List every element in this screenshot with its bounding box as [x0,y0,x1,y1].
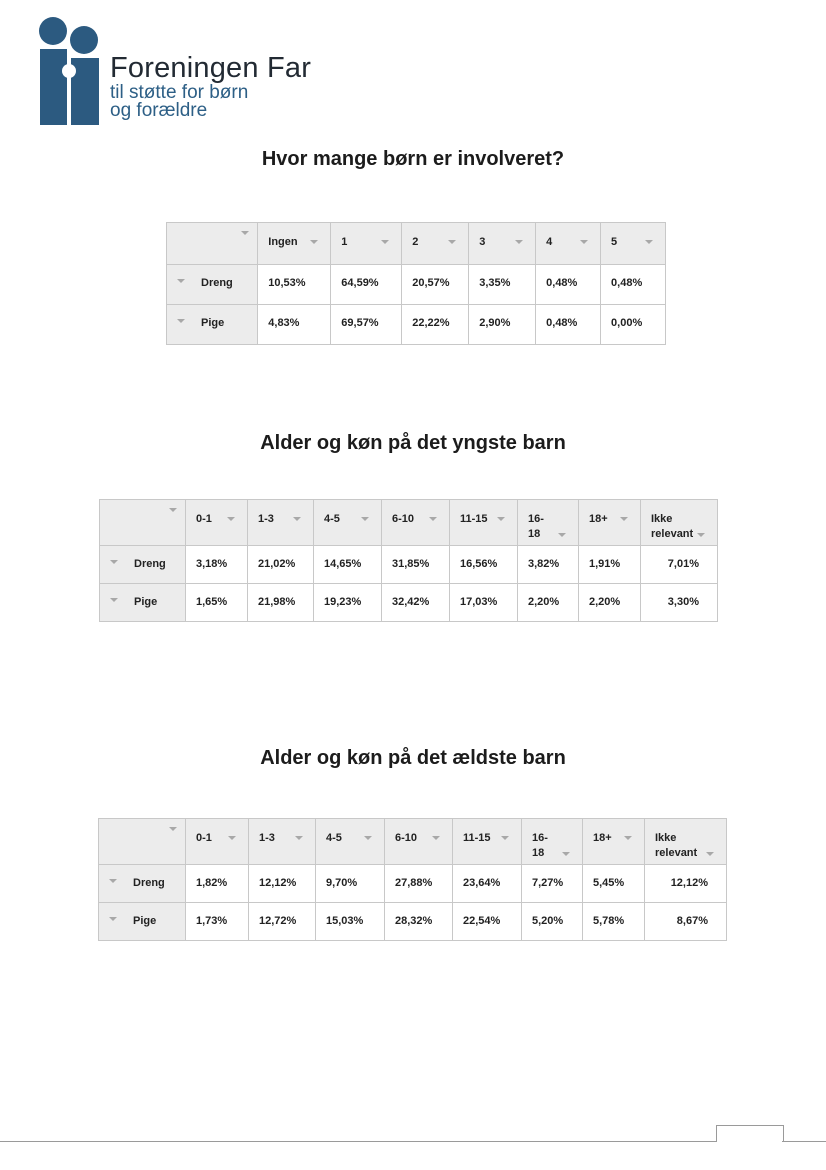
sort-arrow-icon[interactable] [448,240,456,244]
logo-name: Foreningen Far [110,52,312,84]
column-header-label: Ikke relevant [655,832,698,859]
logo-tagline: og forældre [110,100,208,121]
logo-figures-icon [38,16,108,126]
column-header[interactable] [258,223,331,265]
sort-arrow-icon[interactable] [227,517,235,521]
column-header[interactable] [536,223,601,265]
column-header-label: 2 [412,236,419,248]
table-cell: 5,20% [522,903,583,941]
row-label: Pige [134,596,158,608]
sort-arrow-icon[interactable] [364,836,372,840]
column-header[interactable] [316,819,385,865]
table-cell: 3,35% [469,265,536,305]
table-cell: 3,18% [186,546,248,584]
table-cell: 1,82% [186,865,249,903]
row-label: Dreng [134,558,166,570]
sort-arrow-icon[interactable] [228,836,236,840]
column-header-label: 4-5 [326,832,342,844]
column-header-label: 0-1 [196,513,212,525]
section-title: Alder og køn på det yngste barn [260,432,566,454]
column-header-label: 1-3 [258,513,274,525]
column-header[interactable] [450,500,518,546]
table-cell: 23,64% [453,865,522,903]
table-cell: 15,03% [316,903,385,941]
sort-arrow-icon[interactable] [432,836,440,840]
row-label: Dreng [201,277,233,289]
table-header-row [99,819,727,865]
column-header[interactable] [522,819,583,865]
column-header[interactable] [385,819,453,865]
column-header-label: 1 [341,236,348,248]
sort-arrow-icon[interactable] [241,231,249,235]
sort-arrow-icon[interactable] [295,836,303,840]
sort-arrow-icon[interactable] [620,517,628,521]
section-title: Alder og køn på det ældste barn [260,747,566,769]
table-cell: 2,20% [579,584,641,622]
sort-arrow-icon[interactable] [562,852,570,856]
row-header[interactable] [100,546,186,584]
row-label: Pige [133,915,157,927]
sort-arrow-icon[interactable] [558,533,566,537]
table-cell: 27,88% [385,865,453,903]
sort-arrow-icon[interactable] [706,852,714,856]
page-number-box [716,1125,784,1142]
table-cell: 1,73% [186,903,249,941]
column-header-label: 18+ [589,513,608,525]
table-cell: 3,82% [518,546,579,584]
row-label: Dreng [133,877,165,889]
table-cell: 16,56% [450,546,518,584]
sort-arrow-icon[interactable] [169,827,177,831]
table-cell: 21,02% [248,546,314,584]
column-header[interactable] [331,223,402,265]
row-label: Pige [201,317,225,329]
column-header[interactable] [601,223,666,265]
column-header[interactable] [579,500,641,546]
expand-arrow-icon[interactable] [110,560,118,564]
table-cell: 14,65% [314,546,382,584]
table-cell: 21,98% [248,584,314,622]
table-row [99,865,727,903]
table-row [99,903,727,941]
section-title: Hvor mange børn er involveret? [261,148,565,170]
table-cell: 2,90% [469,305,536,345]
table-corner-cell [99,819,186,865]
table-cell: 64,59% [331,265,402,305]
column-header[interactable] [382,500,450,546]
column-header-label: 18+ [593,832,612,844]
sort-arrow-icon[interactable] [697,533,705,537]
table-row [100,546,718,584]
column-header[interactable] [469,223,536,265]
column-header-label: 1-3 [259,832,275,844]
sort-arrow-icon[interactable] [310,240,318,244]
column-header-label: 11-15 [463,832,491,844]
logo [38,16,338,128]
footer-rule [782,1141,826,1142]
column-header[interactable] [402,223,469,265]
column-header-label: 0-1 [196,832,212,844]
table-cell: 22,54% [453,903,522,941]
table-cell: 0,00% [601,305,666,345]
expand-arrow-icon[interactable] [177,279,185,283]
sort-arrow-icon[interactable] [515,240,523,244]
sort-arrow-icon[interactable] [169,508,177,512]
column-header[interactable] [641,500,718,546]
table-cell: 0,48% [536,265,601,305]
column-header-label: 6-10 [395,832,418,844]
table-cell: 12,12% [645,865,727,903]
sort-arrow-icon[interactable] [580,240,588,244]
table-cell: 31,85% [382,546,450,584]
column-header[interactable] [518,500,579,546]
column-header[interactable] [248,500,314,546]
sort-arrow-icon[interactable] [381,240,389,244]
column-header[interactable] [583,819,645,865]
column-header-label: 4-5 [324,513,340,525]
row-header[interactable] [100,584,186,622]
table-cell: 12,12% [249,865,316,903]
table-cell: 9,70% [316,865,385,903]
data-table [166,222,666,345]
sort-arrow-icon[interactable] [624,836,632,840]
table-cell: 22,22% [402,305,469,345]
expand-arrow-icon[interactable] [177,319,185,323]
table-row [167,305,666,345]
column-header-label: Ingen [268,236,298,248]
table-row [167,265,666,305]
table-cell: 12,72% [249,903,316,941]
table-cell: 0,48% [536,305,601,345]
table-cell: 7,27% [522,865,583,903]
footer-rule [0,1141,716,1142]
table-header-row [100,500,718,546]
table-cell: 5,45% [583,865,645,903]
table-cell: 20,57% [402,265,469,305]
table-corner-cell [167,223,258,265]
column-header-label: 16- 18 [528,513,544,540]
column-header-label: 6-10 [392,513,415,525]
table-cell: 3,30% [641,584,718,622]
logo-tagline: til støtte for børn [110,82,249,103]
table-row [100,584,718,622]
column-header-label: 3 [479,236,486,248]
column-header[interactable] [249,819,316,865]
row-header[interactable] [99,865,186,903]
column-header-label: 4 [546,236,553,248]
expand-arrow-icon[interactable] [109,917,117,921]
row-header[interactable] [99,903,186,941]
sort-arrow-icon[interactable] [501,836,509,840]
table-cell: 17,03% [450,584,518,622]
data-table [98,818,727,941]
column-header-label: 16- 18 [532,832,548,859]
table-cell: 2,20% [518,584,579,622]
data-table [99,499,718,622]
table-cell: 0,48% [601,265,666,305]
table-cell: 5,78% [583,903,645,941]
table-cell: 7,01% [641,546,718,584]
column-header[interactable] [645,819,727,865]
table-cell: 32,42% [382,584,450,622]
sort-arrow-icon[interactable] [497,517,505,521]
row-header[interactable] [167,305,258,345]
sort-arrow-icon[interactable] [429,517,437,521]
table-cell: 19,23% [314,584,382,622]
table-cell: 4,83% [258,305,331,345]
table-header-row [167,223,666,265]
column-header-label: 5 [611,236,618,248]
expand-arrow-icon[interactable] [109,879,117,883]
column-header[interactable] [186,819,249,865]
table-corner-cell [100,500,186,546]
sort-arrow-icon[interactable] [361,517,369,521]
sort-arrow-icon[interactable] [645,240,653,244]
column-header-label: 11-15 [460,513,488,525]
table-cell: 8,67% [645,903,727,941]
table-cell: 10,53% [258,265,331,305]
column-header-label: Ikke relevant [651,513,694,540]
row-header[interactable] [167,265,258,305]
sort-arrow-icon[interactable] [293,517,301,521]
table-cell: 69,57% [331,305,402,345]
expand-arrow-icon[interactable] [110,598,118,602]
table-cell: 1,91% [579,546,641,584]
table-cell: 1,65% [186,584,248,622]
table-cell: 28,32% [385,903,453,941]
column-header[interactable] [453,819,522,865]
column-header[interactable] [186,500,248,546]
column-header[interactable] [314,500,382,546]
